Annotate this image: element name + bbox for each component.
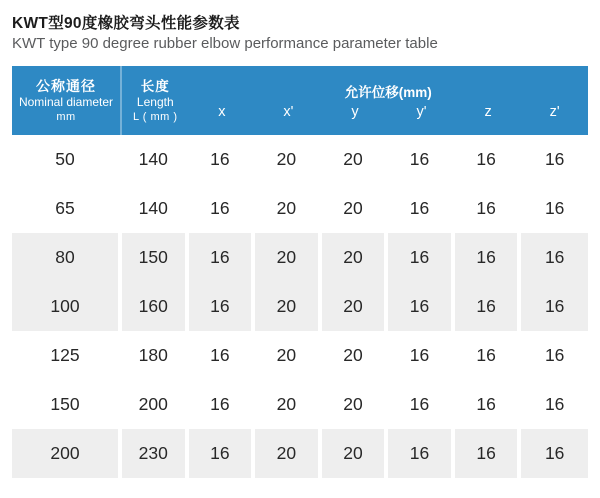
table-cell: 125 <box>12 331 122 380</box>
table-cell: 16 <box>388 429 455 478</box>
table-cell: 16 <box>388 282 455 331</box>
table-cell: 16 <box>521 429 588 478</box>
table-cell: 20 <box>255 380 322 429</box>
table-row-dn80 <box>12 233 588 282</box>
header-z: z <box>455 102 522 135</box>
table-cell: 16 <box>455 331 522 380</box>
header-allowed-displacement-group: 允许位移(mm) <box>322 66 455 102</box>
header-nominal-diameter-unit: mm <box>56 111 76 123</box>
table-cell: 20 <box>255 233 322 282</box>
table-cell: 20 <box>255 184 322 233</box>
table-cell: 150 <box>12 380 122 429</box>
table-cell: 140 <box>122 135 189 184</box>
table-cell: 100 <box>12 282 122 331</box>
table-cell: 16 <box>521 135 588 184</box>
table-cell: 16 <box>455 429 522 478</box>
table-cell: 20 <box>255 282 322 331</box>
header-spacer-z <box>455 66 522 102</box>
table-row-dn65 <box>12 184 588 233</box>
table-cell: 230 <box>122 429 189 478</box>
table-cell: 160 <box>122 282 189 331</box>
table-cell: 20 <box>322 233 389 282</box>
table-cell: 16 <box>455 184 522 233</box>
table-cell: 16 <box>189 429 256 478</box>
header-spacer-x <box>189 66 256 102</box>
table-cell: 140 <box>122 184 189 233</box>
table-cell: 16 <box>521 331 588 380</box>
header-y-prime: y' <box>388 102 455 135</box>
table-body <box>12 135 588 478</box>
table-row-dn100 <box>12 282 588 331</box>
table-cell: 16 <box>455 380 522 429</box>
header-nominal-diameter-zh: 公称通径 <box>36 78 96 94</box>
table-cell: 16 <box>189 331 256 380</box>
table-cell: 16 <box>388 380 455 429</box>
table-cell: 16 <box>189 184 256 233</box>
table-cell: 16 <box>455 282 522 331</box>
table-row-dn200 <box>12 429 588 478</box>
table-cell: 20 <box>255 331 322 380</box>
performance-parameter-table <box>12 66 588 478</box>
table-cell: 16 <box>388 184 455 233</box>
table-cell: 20 <box>322 135 389 184</box>
table-header-row-top <box>12 66 588 102</box>
table-header <box>12 66 588 135</box>
table-cell: 16 <box>189 282 256 331</box>
table-cell: 16 <box>455 233 522 282</box>
table-cell: 80 <box>12 233 122 282</box>
header-length-unit: L ( mm ) <box>133 110 178 123</box>
header-nominal-diameter <box>12 66 122 135</box>
table-cell: 16 <box>521 282 588 331</box>
table-cell: 16 <box>455 135 522 184</box>
table-cell: 65 <box>12 184 122 233</box>
table-cell: 16 <box>189 380 256 429</box>
header-length-zh: 长度 <box>140 78 170 94</box>
header-z-prime: z' <box>521 102 588 135</box>
table-cell: 16 <box>388 331 455 380</box>
table-cell: 20 <box>322 380 389 429</box>
header-length <box>122 66 189 135</box>
header-y: y <box>322 102 389 135</box>
header-spacer-x-prime <box>255 66 322 102</box>
table-cell: 16 <box>521 233 588 282</box>
table-cell: 20 <box>322 429 389 478</box>
header-nominal-diameter-en: Nominal diameter <box>18 95 114 109</box>
table-cell: 150 <box>122 233 189 282</box>
table-cell: 16 <box>521 184 588 233</box>
table-cell: 16 <box>388 233 455 282</box>
table-cell: 200 <box>122 380 189 429</box>
header-spacer-z-prime <box>521 66 588 102</box>
page-title-chinese: KWT型90度橡胶弯头性能参数表 <box>12 15 240 32</box>
header-length-en: Length <box>136 94 174 109</box>
table-cell: 20 <box>255 429 322 478</box>
table-row-dn50 <box>12 135 588 184</box>
table-cell: 20 <box>322 282 389 331</box>
page-title-english: KWT type 90 degree rubber elbow performance parameter table <box>12 35 438 52</box>
table-row-dn150 <box>12 380 588 429</box>
table-cell: 50 <box>12 135 122 184</box>
table-cell: 16 <box>521 380 588 429</box>
header-x-prime: x' <box>255 102 322 135</box>
table-cell: 20 <box>255 135 322 184</box>
table-cell: 200 <box>12 429 122 478</box>
table-cell: 16 <box>388 135 455 184</box>
table-cell: 16 <box>189 233 256 282</box>
table-row-dn125 <box>12 331 588 380</box>
table-cell: 20 <box>322 331 389 380</box>
header-x: x <box>189 102 256 135</box>
table-cell: 180 <box>122 331 189 380</box>
table-cell: 20 <box>322 184 389 233</box>
table-cell: 16 <box>189 135 256 184</box>
